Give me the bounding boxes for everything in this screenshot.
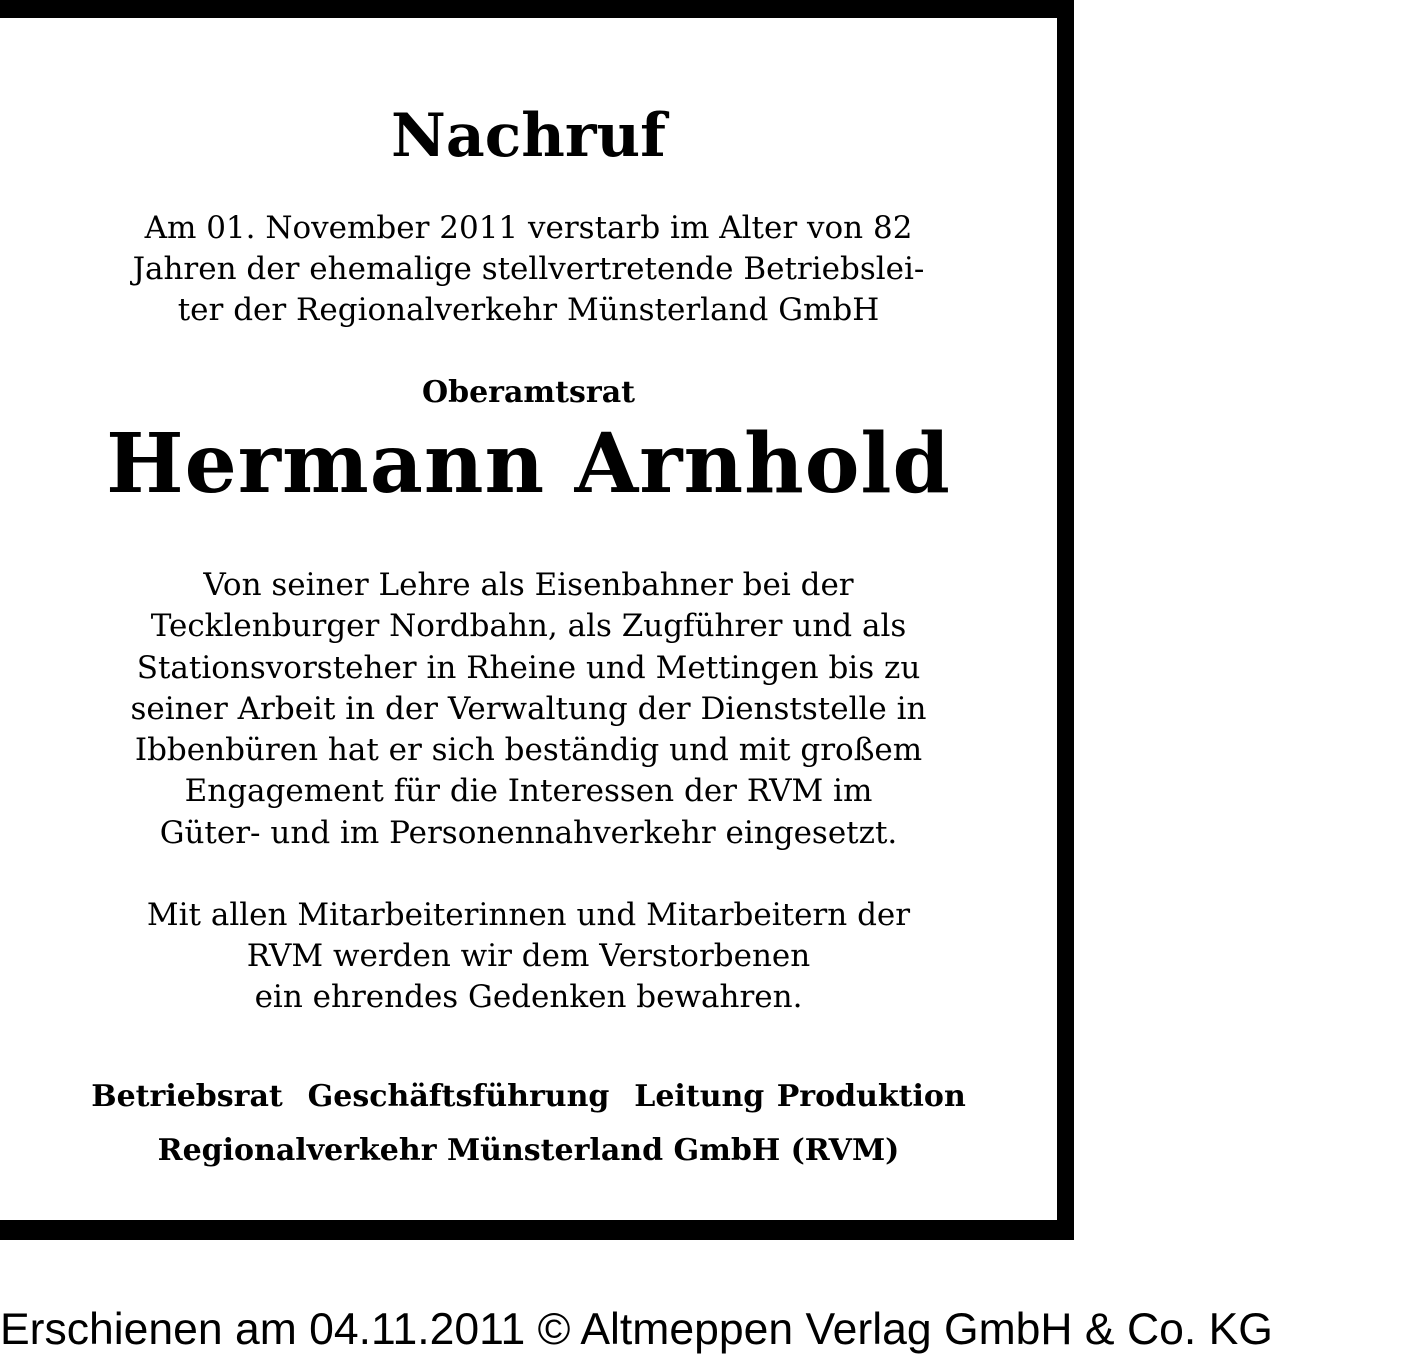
bio-line: Stationsvorsteher in Rheine und Mettingen bis zu <box>136 649 921 686</box>
signatories <box>0 1076 1057 1118</box>
intro-paragraph <box>0 208 1057 331</box>
bio-paragraph <box>0 565 1057 854</box>
bio-line: Tecklenburger Nordbahn, als Zugführer und als <box>150 608 907 645</box>
closing-paragraph <box>0 895 1057 1018</box>
intro-line: Jahren der ehemalige stellvertretende Betriebslei- <box>132 251 925 287</box>
signatories-line: Betriebsrat Geschäftsführung Leitung Produktion <box>91 1079 966 1114</box>
bio-line: Güter- und im Personennahverkehr eingesetzt. <box>159 814 898 851</box>
bio-line: Von seiner Lehre als Eisenbahner bei der <box>203 567 854 603</box>
intro-line: Am 01. November 2011 verstarb im Alter von 82 <box>144 210 913 246</box>
closing-line: RVM werden wir dem Verstorbenen <box>246 938 811 974</box>
obituary-title: Nachruf <box>391 101 666 171</box>
bio-line: Ibbenbüren hat er sich beständig und mit großem <box>134 732 923 769</box>
deceased-name: Hermann Arnhold <box>106 416 951 512</box>
bio-line: Engagement für die Interessen der RVM im <box>184 773 873 810</box>
bio-line: seiner Arbeit in der Verwaltung der Dienststelle in <box>130 690 927 727</box>
closing-line: Mit allen Mitarbeiterinnen und Mitarbeitern der <box>146 897 911 933</box>
publication-footer: Erschienen am 04.11.2011 © Altmeppen Verlag GmbH & Co. KG <box>0 1305 1273 1354</box>
deceased-rank: Oberamtsrat <box>421 375 636 410</box>
closing-line: ein ehrendes Gedenken bewahren. <box>254 979 803 1015</box>
company-name: Regionalverkehr Münsterland GmbH (RVM) <box>157 1133 900 1168</box>
intro-line: ter der Regionalverkehr Münsterland GmbH <box>177 292 880 328</box>
